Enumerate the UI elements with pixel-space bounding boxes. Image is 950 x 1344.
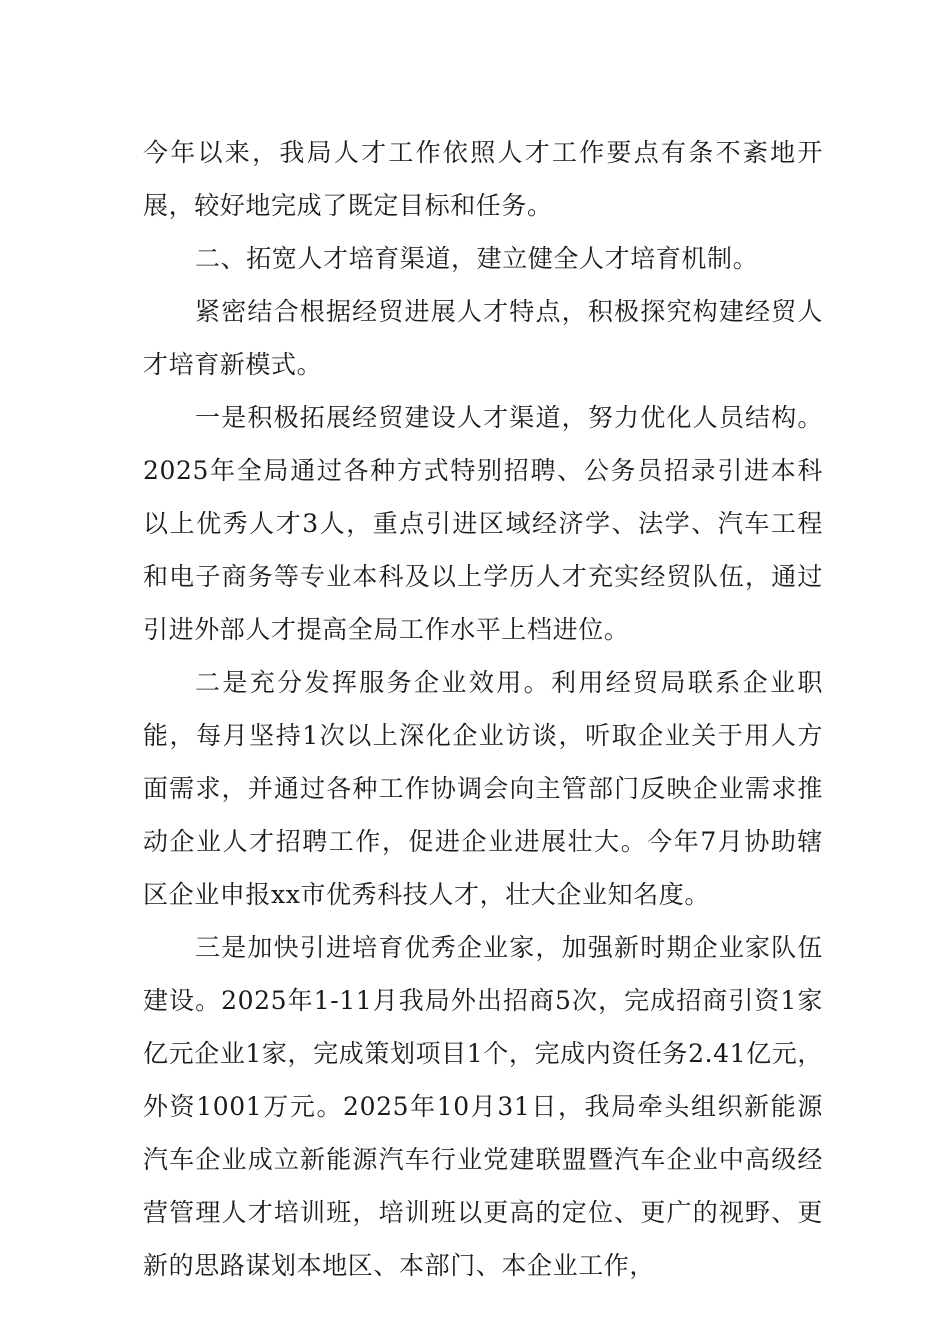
paragraph-item-2: 二是充分发挥服务企业效用。利用经贸局联系企业职能，每月坚持1次以上深化企业访谈，听取企业关于用人方面需求，并通过各种工作协调会向主管部门反映企业需求推动企业人才招聘工作，促进企业进展壮大。今年7月协助辖区企业申报xx市优秀科技人才，壮大企业知名度。 [143,668,823,909]
paragraph-overview: 紧密结合根据经贸进展人才特点，积极探究构建经贸人才培育新模式。 [143,297,823,379]
paragraph-item-3: 三是加快引进培育优秀企业家，加强新时期企业家队伍建设。2025年1-11月我局外出招商5次，完成招商引资1家亿元企业1家，完成策划项目1个，完成内资任务2.41亿元，外资1001万元。2025年10月31日，我局牵头组织新能源汽车企业成立新能源汽车行业党建联盟暨汽车企业中高级经营管理人才培训班，培训班以更高的定位、更广的视野、更新的思路谋划本地区、本部门、本企业工作， [143,933,823,1280]
section-heading: 二、拓宽人才培育渠道，建立健全人才培育机制。 [195,244,759,273]
document-body [143,126,823,1292]
paragraph-intro: 今年以来，我局人才工作依照人才工作要点有条不紊地开展，较好地完成了既定目标和任务。 [143,138,823,220]
paragraph-item-1: 一是积极拓展经贸建设人才渠道，努力优化人员结构。2025年全局通过各种方式特别招聘、公务员招录引进本科以上优秀人才3人，重点引进区域经济学、法学、汽车工程和电子商务等专业本科及以上学历人才充实经贸队伍，通过引进外部人才提高全局工作水平上档进位。 [143,403,823,644]
